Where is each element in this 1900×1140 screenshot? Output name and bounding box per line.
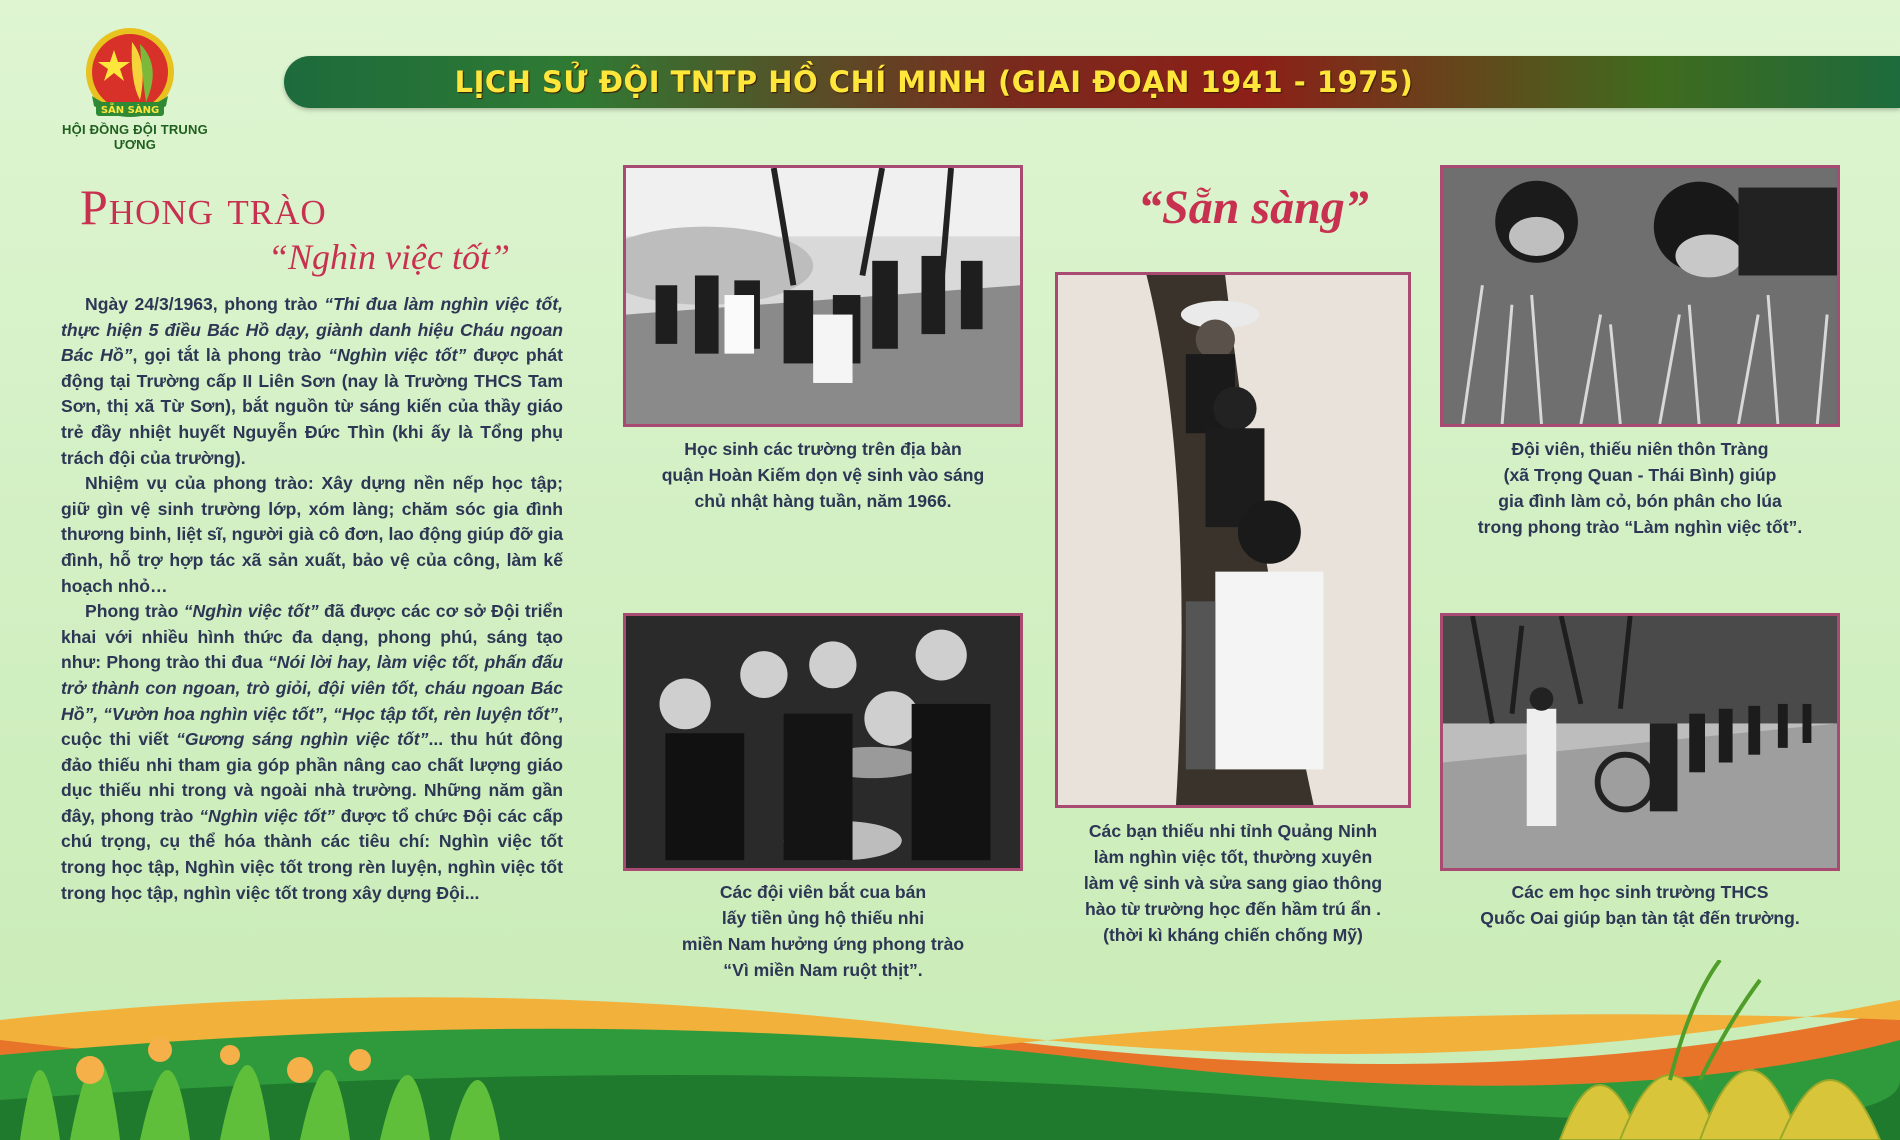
photo-quoc-oai-students [1440,613,1840,871]
section-heading: Phong trào [80,179,327,235]
photo-crab-sellers [623,613,1023,871]
photo-hoan-kiem-cleanup [623,165,1023,427]
caption-photo-4: Đội viên, thiếu niên thôn Tràng (xã Trọng Quan - Thái Bình) giúp gia đình làm cỏ, bón phân cho lúa trong phong trào “Làm nghìn việc tốt”. [1477,439,1803,537]
paragraph-3: Phong trào “Nghìn việc tốt” đã được các cơ sở Đội triển khai với nhiều hình thức đa dạng, phong phú, sáng tạo như: Phong trào thi đua “Nói lời hay, làm việc tốt, phấn đấu trở thành con ngoan, trò giỏi, đội viên tốt, cháu ngoan Bác Hồ”, “Vườn hoa nghìn việc tốt”, “Học tập tốt, rèn luyện tốt”, cuộc thi viết “Gương sáng nghìn việc tốt”... thu hút đông đảo thiếu nhi tham gia góp phần nâng cao chất lượng giáo dục thiếu nhi trong và ngoài nhà trường. Những năm gần đây, phong trào “Nghìn việc tốt” được tổ chức Đội các cấp chú trọng, cụ thể hóa thành các tiêu chí: Nghìn việc tốt trong học tập, Nghìn việc tốt trong rèn luyện, nghìn việc tốt trong học tập, nghìn việc tốt trong xây dựng Đội... [61,601,563,903]
paragraph-1: Ngày 24/3/1963, phong trào “Thi đua làm nghìn việc tốt, thực hiện 5 điều Bác Hồ dạy, giành danh hiệu Cháu ngoan Bác Hồ”, gọi tắt là phong trào “Nghìn việc tốt” được phát động tại Trường cấp II Liên Sơn (nay là Trường THCS Tam Sơn, thị xã Từ Sơn), bắt nguồn từ sáng kiến của thầy giáo trẻ đầy nhiệt huyết Nguyễn Đức Thìn (khi ấy là Tổng phụ trách đội của trường). [61,294,563,468]
logo-text: SẴN SÀNG [100,105,160,116]
photo-quang-ninh-trench [1055,272,1411,808]
caption-photo-5: Các em học sinh trường THCS Quốc Oai giúp bạn tàn tật đến trường. [1480,882,1800,928]
caption-photo-2: Các đội viên bắt cua bán lấy tiền ủng hộ thiếu nhi miền Nam hưởng ứng phong trào “Vì miền Nam ruột thịt”. [681,882,965,980]
caption-photo-1: Học sinh các trường trên địa bàn quận Hoàn Kiếm dọn vệ sinh vào sáng chủ nhật hàng tuần, năm 1966. [661,439,985,511]
ready-title: “Sẵn sàng” [1138,181,1369,234]
caption-photo-3: Các bạn thiếu nhi tỉnh Quảng Ninh làm nghìn việc tốt, thường xuyên làm vệ sinh và sửa sang giao thông hào từ trường học đến hầm trú ẩn . (thời kì kháng chiến chống Mỹ) [1083,821,1383,945]
paragraph-2: Nhiệm vụ của phong trào: Xây dựng nền nếp học tập; giữ gìn vệ sinh trường lớp, xóm làng; chăm sóc gia đình thương binh, liệt sĩ, người già cô đơn, lao động giúp đỡ gia đình, hỗ trợ hợp tác xã sản xuất, bảo vệ của công, làm kế hoạch nhỏ… [61,473,563,596]
body-text [61,292,563,906]
section-subheading: “Nghìn việc tốt” [268,237,510,277]
organization-caption: HỘI ĐỒNG ĐỘI TRUNG ƯƠNG [62,122,208,152]
photo-rice-field [1440,165,1840,427]
page-title: LỊCH SỬ ĐỘI TNTP HỒ CHÍ MINH (GIAI ĐOẠN 1941 - 1975) [454,65,1414,99]
decorative-landscape [0,960,1900,1140]
